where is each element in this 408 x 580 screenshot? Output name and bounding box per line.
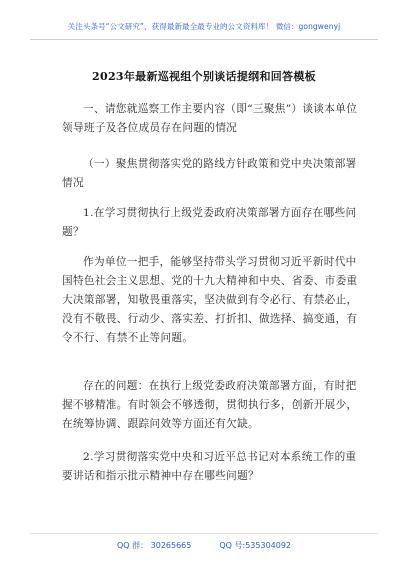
paragraph-section-one: （一）聚焦贯彻落实党的路线方针政策和党中央决策部署情况 xyxy=(62,158,357,189)
footer-contact xyxy=(0,540,408,551)
footer-qq-number: QQ 号:535304092 xyxy=(219,541,292,550)
paragraph-problems-one: 存在的问题：在执行上级党委政府决策部署方面，有时把握不够精准。有时领会不够透彻，贯彻执行多，创新开展少，在统筹协调、跟踪问效等方面还有欠缺。 xyxy=(62,380,358,430)
header-banner: 关注头条号“公文研究”，获得最新最全最专业的公文资料库！ 微信：gongwenyj xyxy=(67,22,341,31)
header-divider xyxy=(30,39,378,40)
paragraph-item-two: 2.学习贯彻落实党中央和习近平总书记对本系统工作的重要讲话和指示批示精神中存在哪些问题？ xyxy=(62,451,357,482)
footer-divider xyxy=(30,533,378,534)
paragraph-item-one: 1.在学习贯彻执行上级党委政府决策部署方面存在哪些问题？ xyxy=(62,207,357,238)
paragraph-answer-one: 作为单位一把手，能够坚持带头学习贯彻习近平新时代中国特色社会主义思想、党的十九大精神和中央、省委、市委重大决策部署，知敬畏重落实，坚决做到有令必行、有禁必止，没有不敬畏、行动少、落实差、打折扣、做选择、搞变通，有令不行、有禁不止等问题。 xyxy=(62,256,358,344)
document-title: 2023年最新巡视组个别谈话提纲和回答模板 xyxy=(92,70,316,83)
paragraph-question-one: 一、请您就巡察工作主要内容（即“三聚焦”）谈谈本单位领导班子及各位成员存在问题的情况 xyxy=(62,103,358,134)
footer-qq-group: QQ 群： 30265665 xyxy=(116,541,192,550)
